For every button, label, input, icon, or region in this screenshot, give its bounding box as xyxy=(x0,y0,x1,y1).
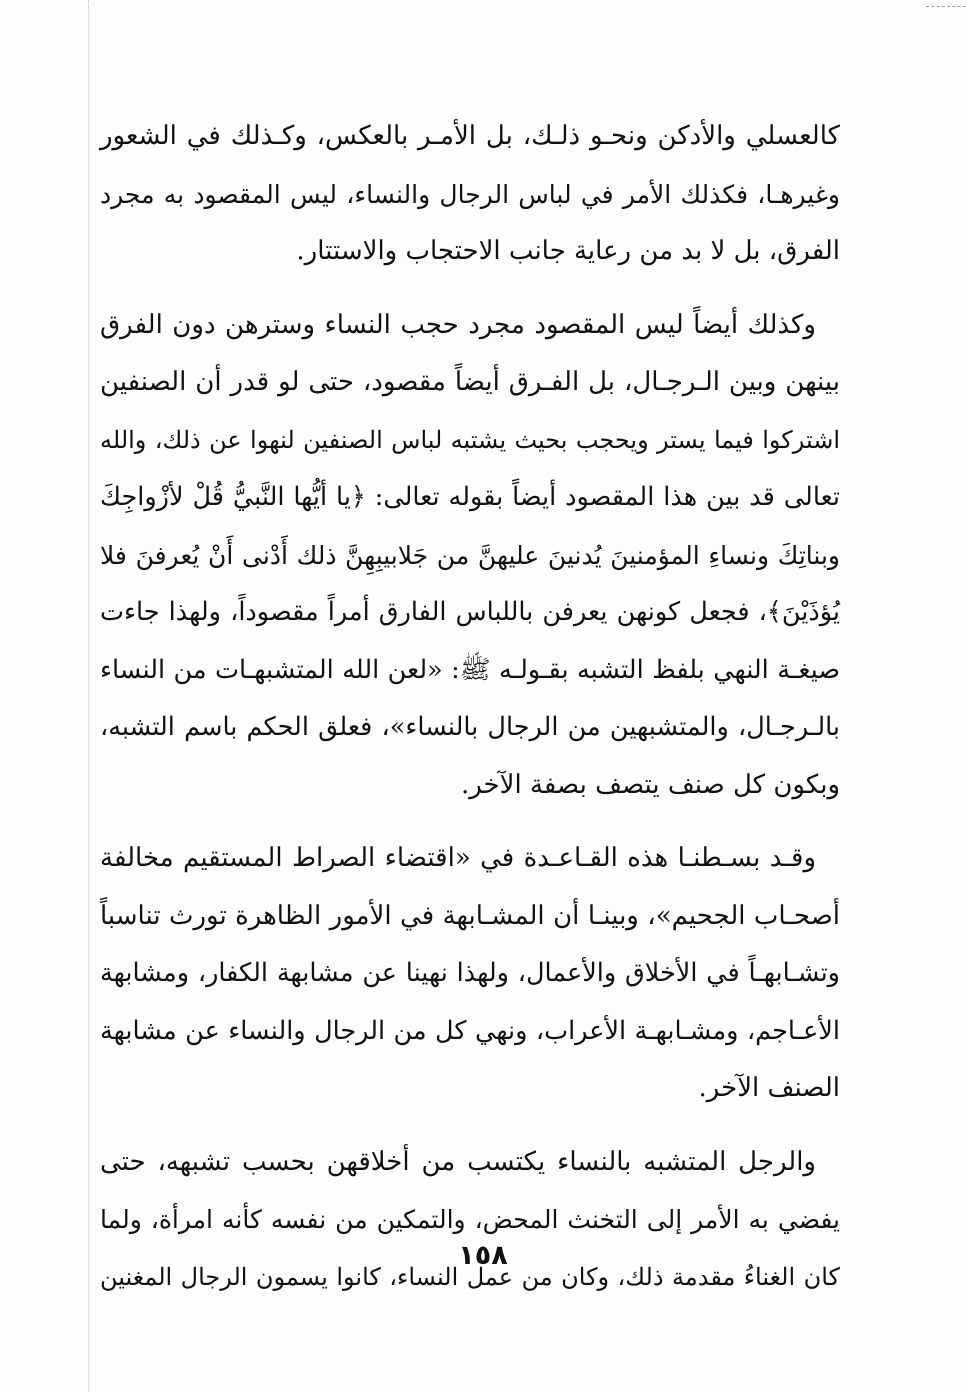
text-line: تعالى قد بين هذا المقصود أيضاً بقوله تعالى: ﴿يا أيُّها النَّبيُّ قُلْ لأزْواجِكَ xyxy=(100,482,840,512)
text-line: بينهن وبين الـرجـال، بل الفـرق أيضاً مقصود، حتى لو قدر أن الصنفين xyxy=(100,367,840,397)
paragraph-3 xyxy=(100,830,840,1118)
scan-corner-mark xyxy=(926,6,966,7)
text-line: صيغـة النهي بلفظ التشبه بقـولـه ﷺ: «لعن الله المتشبهـات من النساء xyxy=(100,654,840,685)
text-line: وقـد بسـطنـا هذه القـاعـدة في «اقتضاء الصراط المستقيم مخالفة xyxy=(100,843,816,873)
text-line: وبكون كل صنف يتصف بصفة الآخر. xyxy=(460,769,840,800)
paragraph-2 xyxy=(100,297,840,815)
text-line: الفرق، بل لا بد من رعاية جانب الاحتجاب والاستتار. xyxy=(296,236,840,266)
text-line: وتشـابهـاً في الأخلاق والأعمال، ولهذا نهينا عن مشابهة الكفار، ومشابهة xyxy=(100,958,840,988)
text-line: الصنف الآخر. xyxy=(698,1073,840,1103)
text-line: وكذلك أيضاً ليس المقصود مجرد حجب النساء وسترهن دون الفرق xyxy=(100,309,816,340)
body-text xyxy=(100,108,840,1322)
scan-margin-line xyxy=(88,0,89,1392)
text-line: بالـرجـال، والمتشبهين من الرجال بالنساء»، فعلق الحكم باسم التشبه، xyxy=(100,712,840,742)
text-line: وبناتِكَ ونساءِ المؤمنينَ يُدنينَ عليهنَّ من جَلابيبِهِنَّ ذلك أَدْنى أَنْ يُعرفنَ فلا xyxy=(100,540,840,570)
text-line: يفضي به الأمر إلى التخنث المحض، والتمكين من نفسه كأنه امرأة، ولما xyxy=(100,1205,840,1234)
text-line: اشتركوا فيما يستر ويحجب بحيث يشتبه لباس الصنفين لنهوا عن ذلك، والله xyxy=(100,425,840,454)
text-line: كان الغناءُ مقدمة ذلك، وكان من عمل النساء، كانوا يسمون الرجال المغنين xyxy=(100,1262,840,1291)
text-line: وغيرهـا، فكذلك الأمر في لباس الرجال والنساء، ليس المقصود به مجرد xyxy=(100,179,840,209)
paragraph-4 xyxy=(100,1134,840,1307)
text-line: كالعسلي والأدكن ونحـو ذلـك، بل الأمـر بالعكس، وكـذلك في الشعور xyxy=(100,121,840,151)
text-line: والرجل المتشبه بالنساء يكتسب من أخلاقهن بحسب تشبهه، حتى xyxy=(100,1146,816,1177)
paragraph-1 xyxy=(100,108,840,281)
text-line: يُؤذَيْنَ﴾، فجعل كونهن يعرفن باللباس الفارق أمراً مقصوداً، ولهذا جاءت xyxy=(100,597,840,627)
page-number: ١٥٨ xyxy=(458,1240,508,1271)
text-line: الأعـاجم، ومشـابهـة الأعراب، ونهي كل من الرجال والنساء عن مشابهة xyxy=(100,1015,840,1046)
text-line: أصحـاب الجحيم»، وبينـا أن المشـابهة في الأمور الظاهرة تورث تناسباً xyxy=(100,900,840,931)
